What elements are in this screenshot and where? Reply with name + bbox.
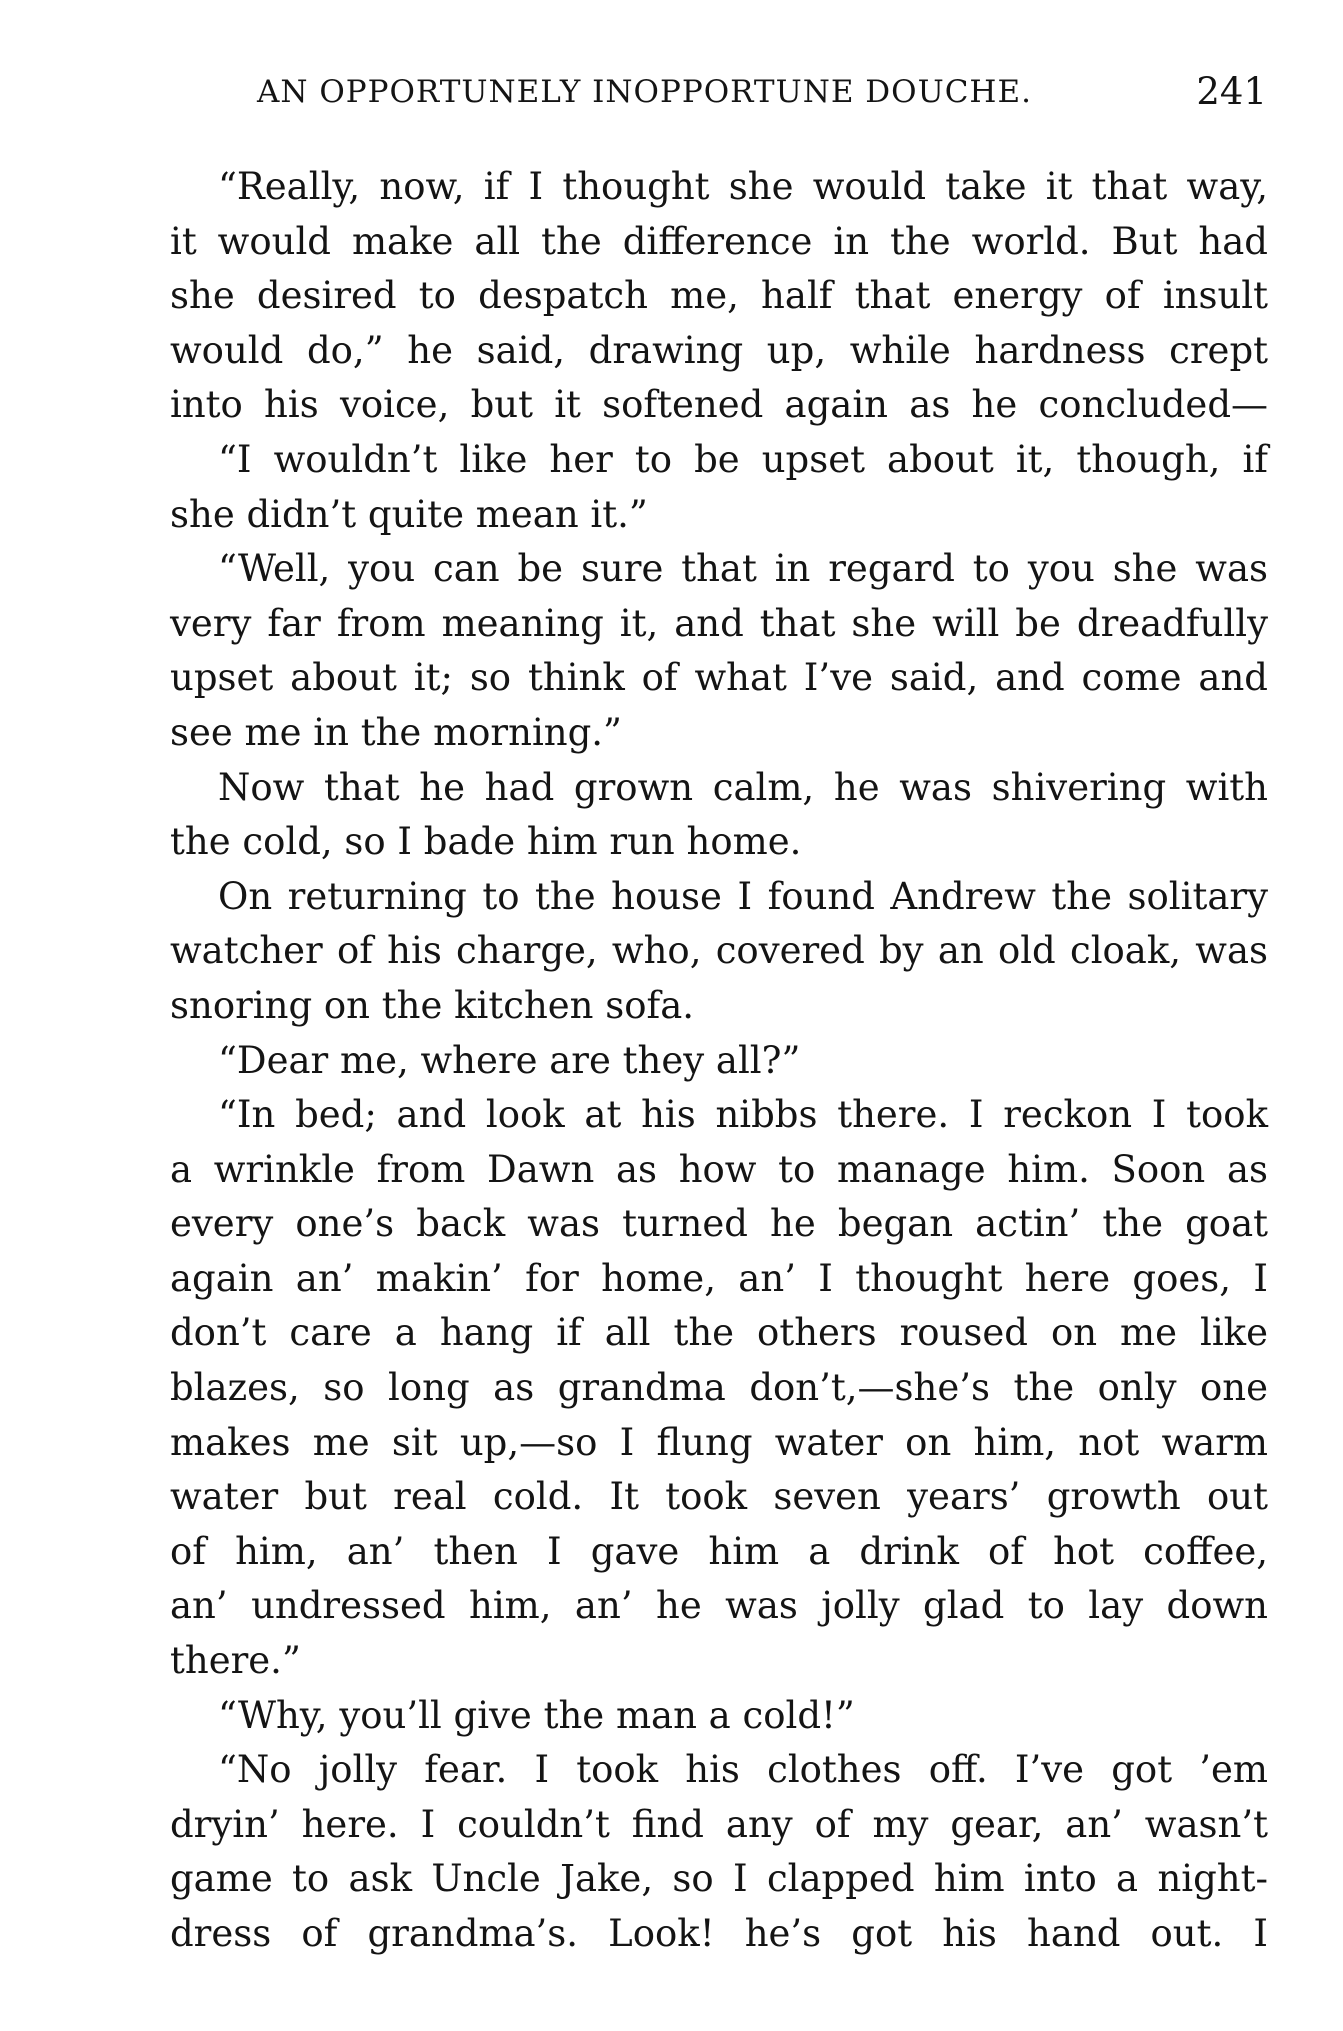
text-line: she desired to despatch me, half that energy of insult bbox=[170, 274, 1268, 318]
text-line: snoring on the kitchen sofa. bbox=[170, 983, 695, 1027]
text-line: of him, an’ then I gave him a drink of hot coffee, bbox=[170, 1529, 1268, 1573]
text-line: don’t care a hang if all the others roused on me like bbox=[170, 1311, 1268, 1355]
text-line: it would make all the difference in the world. But had bbox=[170, 219, 1268, 263]
text-line: see me in the morning.” bbox=[170, 710, 622, 754]
text-line: “In bed; and look at his nibbs there. I reckon I took bbox=[218, 1093, 1268, 1137]
text-line: “Why, you’ll give the man a cold!” bbox=[218, 1693, 855, 1737]
text-line: game to ask Uncle Jake, so I clapped him into a night- bbox=[170, 1857, 1268, 1901]
text-line: “Well, you can be sure that in regard to you she was bbox=[218, 547, 1268, 591]
text-line: watcher of his charge, who, covered by an old cloak, was bbox=[170, 929, 1268, 973]
text-line: into his voice, but it softened again as he concluded— bbox=[170, 383, 1268, 427]
text-line: Now that he had grown calm, he was shivering with bbox=[218, 765, 1268, 809]
text-line: dryin’ here. I couldn’t find any of my gear, an’ wasn’t bbox=[170, 1802, 1268, 1846]
body-text bbox=[170, 160, 1268, 1962]
running-header bbox=[257, 70, 1267, 126]
text-line: upset about it; so think of what I’ve said, and come and bbox=[170, 656, 1268, 700]
text-line: very far from meaning it, and that she will be dreadfully bbox=[170, 601, 1268, 645]
running-title: AN OPPORTUNELY INOPPORTUNE DOUCHE. bbox=[257, 74, 1032, 110]
text-line: there.” bbox=[170, 1639, 301, 1683]
text-line: a wrinkle from Dawn as how to manage him. Soon as bbox=[170, 1147, 1268, 1191]
text-line: water but real cold. It took seven years’ growth out bbox=[170, 1475, 1268, 1519]
text-line: dress of grandma’s. Look! he’s got his hand out. I bbox=[170, 1912, 1268, 1955]
text-line: every one’s back was turned he began actin’ the goat bbox=[170, 1202, 1268, 1246]
text-line: “I wouldn’t like her to be upset about it, though, if bbox=[218, 437, 1268, 481]
text-line: the cold, so I bade him run home. bbox=[170, 820, 802, 864]
page-number: 241 bbox=[1196, 70, 1267, 113]
text-line: “No jolly fear. I took his clothes off. I’ve got ’em bbox=[218, 1748, 1268, 1792]
text-line: “Really, now, if I thought she would take it that way, bbox=[218, 165, 1268, 208]
text-line: she didn’t quite mean it.” bbox=[170, 492, 648, 536]
text-line: On returning to the house I found Andrew the solitary bbox=[218, 874, 1268, 918]
text-line: “Dear me, where are they all?” bbox=[218, 1038, 801, 1082]
text-line: blazes, so long as grandma don’t,—she’s the only one bbox=[170, 1366, 1268, 1410]
text-line: again an’ makin’ for home, an’ I thought here goes, I bbox=[170, 1256, 1268, 1300]
text-line: an’ undressed him, an’ he was jolly glad to lay down bbox=[170, 1584, 1268, 1628]
text-line: makes me sit up,—so I flung water on him, not warm bbox=[170, 1420, 1268, 1464]
text-line: would do,” he said, drawing up, while hardness crept bbox=[170, 328, 1268, 372]
